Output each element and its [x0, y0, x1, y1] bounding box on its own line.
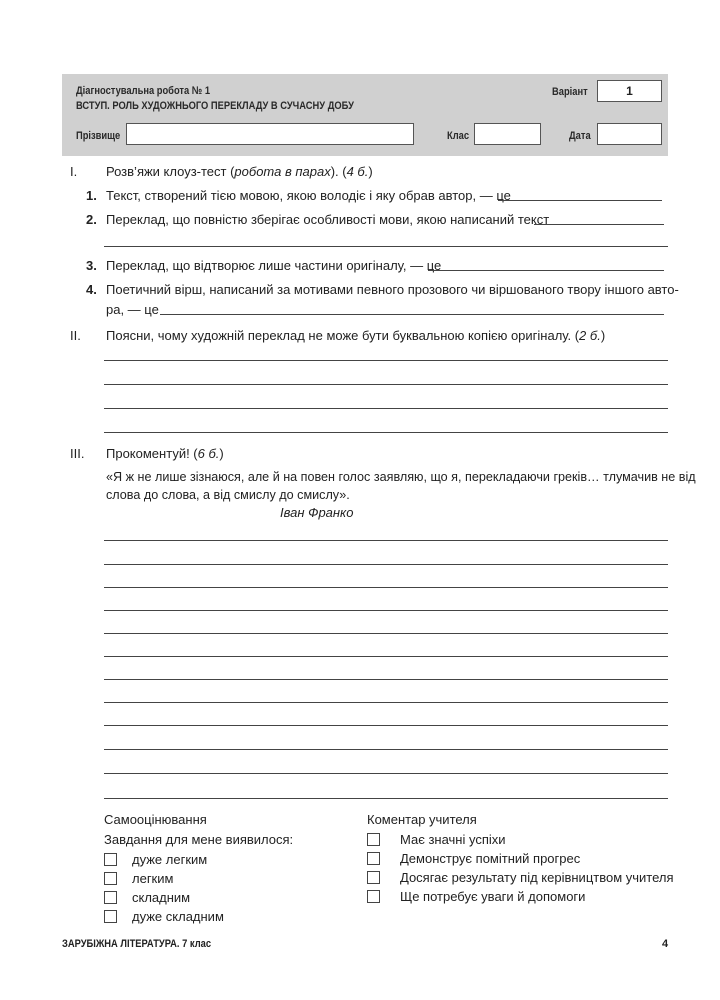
class-field[interactable]: [474, 123, 541, 145]
comment-noticeable-progress: Демонструє помітний прогрес: [400, 851, 581, 866]
self-assessment-subtitle: Завдання для мене виявилося:: [104, 832, 294, 847]
item1-text: Текст, створений тією мовою, якою володіє і яку обрав автор, — це: [106, 188, 511, 203]
class-label: Клас: [447, 130, 470, 142]
date-field[interactable]: [597, 123, 662, 145]
option-very-easy: дуже легким: [132, 852, 208, 867]
quote-author: Іван Франко: [280, 505, 354, 520]
item4-text: Поетичний вірш, написаний за мотивами певного прозового чи віршованого твору іншого авто-: [106, 282, 679, 297]
item2-answer-line[interactable]: [534, 224, 664, 225]
section3-answer-line[interactable]: [104, 679, 668, 680]
checkbox-significant-success[interactable]: [367, 833, 380, 846]
variant-field[interactable]: 1: [597, 80, 662, 102]
item2-text: Переклад, що повністю зберігає особливості мови, якою написаний текст: [106, 212, 550, 227]
section3-answer-line[interactable]: [104, 587, 668, 588]
variant-label: Варіант: [552, 86, 588, 98]
section3-answer-line[interactable]: [104, 798, 668, 799]
item2-number: 2.: [86, 212, 97, 227]
item4-number: 4.: [86, 282, 97, 297]
section3-answer-line[interactable]: [104, 633, 668, 634]
section3-answer-line[interactable]: [104, 540, 668, 541]
checkbox-noticeable-progress[interactable]: [367, 852, 380, 865]
comment-significant-success: Має значні успіхи: [400, 832, 506, 847]
quote-line-1: «Я ж не лише зізнаюся, але й на повен голос заявляю, що я, перекладаючи греків… тлумачив не від: [106, 470, 696, 484]
self-assessment-title: Самооцінювання: [104, 812, 207, 827]
option-easy: легким: [132, 871, 174, 886]
section2-answer-line-4[interactable]: [104, 432, 668, 433]
work-title: Діагностувальна робота № 1: [76, 85, 211, 97]
section3-number: III.: [70, 446, 85, 461]
section2-answer-line-2[interactable]: [104, 384, 668, 385]
checkbox-guided-result[interactable]: [367, 871, 380, 884]
page-number: 4: [662, 938, 669, 950]
surname-field[interactable]: [126, 123, 414, 145]
section1-title: Розв’яжи клоуз-тест (робота в парах). (4 б.): [106, 164, 373, 179]
option-very-difficult: дуже складним: [132, 909, 224, 924]
section1-number: I.: [70, 164, 78, 179]
checkbox-needs-attention[interactable]: [367, 890, 380, 903]
checkbox-very-easy[interactable]: [104, 853, 117, 866]
section3-answer-line[interactable]: [104, 749, 668, 750]
section3-answer-line[interactable]: [104, 773, 668, 774]
section3-answer-line[interactable]: [104, 702, 668, 703]
section3-answer-line[interactable]: [104, 656, 668, 657]
item1-number: 1.: [86, 188, 97, 203]
item3-answer-line[interactable]: [428, 270, 664, 271]
section3-answer-line[interactable]: [104, 725, 668, 726]
comment-needs-attention: Ще потребує уваги й допомоги: [400, 889, 586, 904]
work-subtitle: ВСТУП. РОЛЬ ХУДОЖНЬОГО ПЕРЕКЛАДУ В СУЧАСНУ ДОБУ: [76, 100, 354, 112]
header-box: [62, 74, 668, 156]
checkbox-easy[interactable]: [104, 872, 117, 885]
item4-text-cont: ра, — це: [106, 302, 159, 317]
section2-answer-line-3[interactable]: [104, 408, 668, 409]
item3-text: Переклад, що відтворює лише частини оригіналу, — це: [106, 258, 442, 273]
comment-guided-result: Досягає результату під керівництвом учителя: [400, 870, 674, 885]
section3-answer-line[interactable]: [104, 564, 668, 565]
option-difficult: складним: [132, 890, 191, 905]
section3-answer-line[interactable]: [104, 610, 668, 611]
item1-answer-line[interactable]: [498, 200, 662, 201]
surname-label: Прізвище: [76, 130, 121, 142]
footer-title: ЗАРУБІЖНА ЛІТЕРАТУРА. 7 клас: [62, 938, 212, 950]
teacher-comment-title: Коментар учителя: [367, 812, 477, 827]
section2-title: Поясни, чому художній переклад не може бути буквальною копією оригіналу. (2 б.): [106, 328, 606, 343]
section2-answer-line-1[interactable]: [104, 360, 668, 361]
checkbox-very-difficult[interactable]: [104, 910, 117, 923]
checkbox-difficult[interactable]: [104, 891, 117, 904]
date-label: Дата: [569, 130, 591, 142]
section3-title: Прокоментуй! (6 б.): [106, 446, 224, 461]
item4-answer-line[interactable]: [160, 314, 664, 315]
section2-number: II.: [70, 328, 81, 343]
item3-number: 3.: [86, 258, 97, 273]
quote-line-2: слова до слова, а від смислу до смислу».: [106, 488, 350, 502]
item2-answer-line-2[interactable]: [104, 246, 668, 247]
